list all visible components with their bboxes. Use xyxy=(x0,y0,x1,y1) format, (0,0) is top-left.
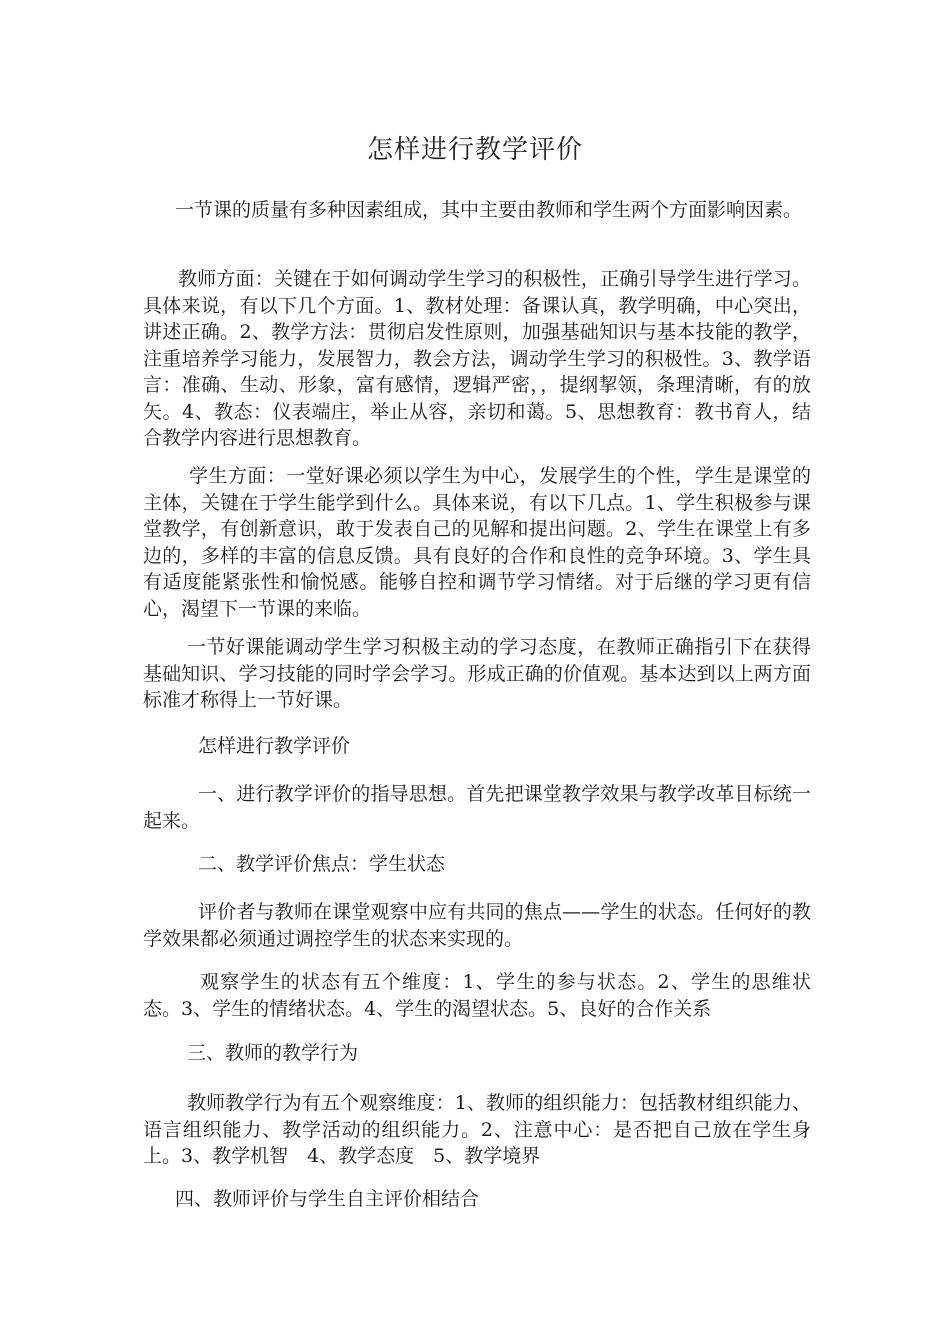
section-heading-combined-evaluation: 四、教师评价与学生自主评价相结合 xyxy=(175,1188,480,1210)
paragraph-common-focus: 评价者与教师在课堂观察中应有共同的焦点——学生的状态。任何好的教学效果都必须通过调控学生的状态来实现的。 xyxy=(143,901,811,950)
paragraph-student-aspect: 学生方面：一堂好课必须以学生为中心，发展学生的个性，学生是课堂的主体，关键在于学生能学到什么。具体来说，有以下几点。1、学生积极参与课堂教学，有创新意识，敢于发表自己的见解和提出问题。2、学生在课堂上有多边的，多样的丰富的信息反馈。具有良好的合作和良性的竞争环境。3、学生具有适度能紧张性和愉悦感。能够自控和调节学习情绪。对于后继的学习更有信心，渴望下一节课的来临。 xyxy=(143,465,811,620)
paragraph-intro: 一节课的质量有多种因素组成，其中主要由教师和学生两个方面影响因素。 xyxy=(175,199,803,221)
section-heading-how-to-evaluate: 怎样进行教学评价 xyxy=(198,735,351,757)
paragraph-five-dimensions: 观察学生的状态有五个维度：1、学生的参与状态。2、学生的思维状态。3、学生的情绪状态。4、学生的渴望状态。5、良好的合作关系 xyxy=(143,971,811,1020)
section-heading-evaluation-focus: 二、教学评价焦点：学生状态 xyxy=(198,853,446,875)
paragraph-teacher-aspect: 教师方面：关键在于如何调动学生学习的积极性，正确引导学生进行学习。具体来说，有以下几个方面。1、教材处理：备课认真，教学明确，中心突出，讲述正确。2、教学方法：贯彻启发性原则，加强基础知识与基本技能的教学，注重培养学习能力，发展智力，教会方法，调动学生学习的积极性。3、教学语言：准确、生动、形象，富有感情，逻辑严密，，提纲挈领，条理清晰，有的放矢。4、教态：仪表端庄，举止从容，亲切和蔼。5、思想教育：教书育人，结合教学内容进行思想教育。 xyxy=(143,268,811,449)
paragraph-good-lesson: 一节好课能调动学生学习积极主动的学习态度，在教师正确指引下在获得基础知识、学习技能的同时学会学习。形成正确的价值观。基本达到以上两方面标准才称得上一节好课。 xyxy=(143,636,811,711)
paragraph-teacher-dimensions: 教师教学行为有五个观察维度：1、教师的组织能力：包括教材组织能力、语言组织能力、教学活动的组织能力。2、注意中心：是否把自己放在学生身上。3、教学机智 4、教学态度 5、教学境界 xyxy=(143,1092,811,1167)
section-heading-teacher-behavior: 三、教师的教学行为 xyxy=(187,1042,359,1064)
paragraph-guiding-idea: 一、进行教学评价的指导思想。首先把课堂教学效果与教学改革目标统一起来。 xyxy=(143,783,811,832)
document-title: 怎样进行教学评价 xyxy=(366,135,583,165)
